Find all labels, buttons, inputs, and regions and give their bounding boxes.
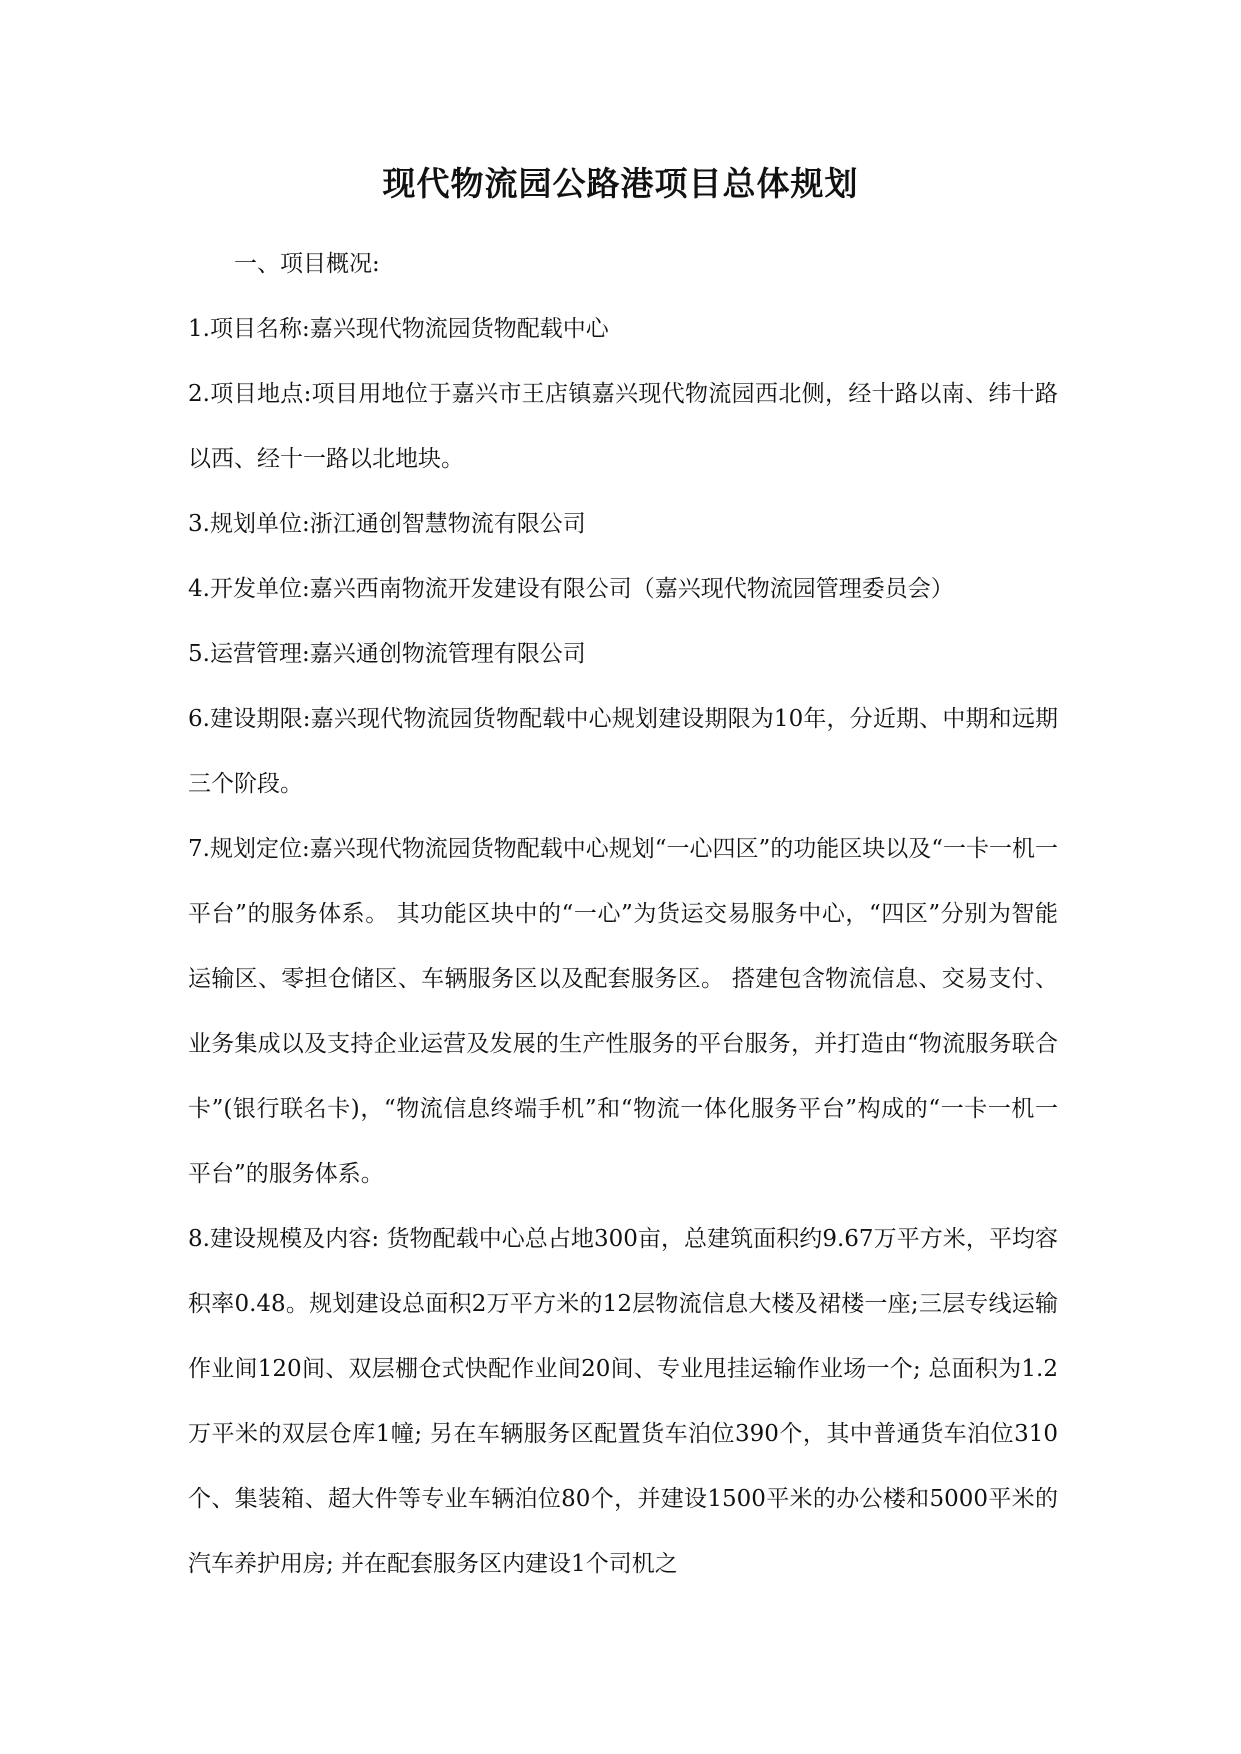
item-planning-unit: 3.规划单位:浙江通创智慧物流有限公司 [188, 511, 586, 537]
document-title: 现代物流园公路港项目总体规划 [382, 164, 859, 203]
item-project-name: 1.项目名称:嘉兴现代物流园货物配载中心 [188, 316, 609, 342]
section-heading: 一、项目概况: [234, 251, 380, 277]
item-planning-positioning: 7.规划定位:嘉兴现代物流园货物配载中心规划“一心四区”的功能区块以及“一卡一机一平台”的服务体系。 其功能区块中的“一心”为货运交易服务中心，“四区”分别为智能运输区、零担仓储区、车辆服务区以及配套服务区。 搭建包含物流信息、交易支付、业务集成以及支持企业运营及发展的生产性服务的平台服务，并打造由“物流服务联合卡”(银行联名卡)，“物流信息终端手机”和“物流一体化服务平台”构成的“一卡一机一平台”的服务体系。 [188, 836, 1058, 1187]
document-body [188, 232, 1058, 1597]
item-construction-scale: 8.建设规模及内容: 货物配载中心总占地300亩，总建筑面积约9.67万平方米，平均容积率0.48。规划建设总面积2万平方米的12层物流信息大楼及裙楼一座;三层专线运输作业间120间、双层棚仓式快配作业间20间、专业甩挂运输作业场一个; 总面积为1.2万平米的双层仓库1幢; 另在车辆服务区配置货车泊位390个，其中普通货车泊位310个、集装箱、超大件等专业车辆泊位80个，并建设1500平米的办公楼和5000平米的汽车养护用房; 并在配套服务区内建设1个司机之 [188, 1226, 1058, 1577]
item-construction-period: 6.建设期限:嘉兴现代物流园货物配载中心规划建设期限为10年，分近期、中期和远期三个阶段。 [188, 706, 1058, 797]
item-development-unit: 4.开发单位:嘉兴西南物流开发建设有限公司（嘉兴现代物流园管理委员会） [188, 576, 954, 602]
item-operation-management: 5.运营管理:嘉兴通创物流管理有限公司 [188, 641, 586, 667]
item-project-location: 2.项目地点:项目用地位于嘉兴市王店镇嘉兴现代物流园西北侧，经十路以南、纬十路以西、经十一路以北地块。 [188, 381, 1058, 472]
